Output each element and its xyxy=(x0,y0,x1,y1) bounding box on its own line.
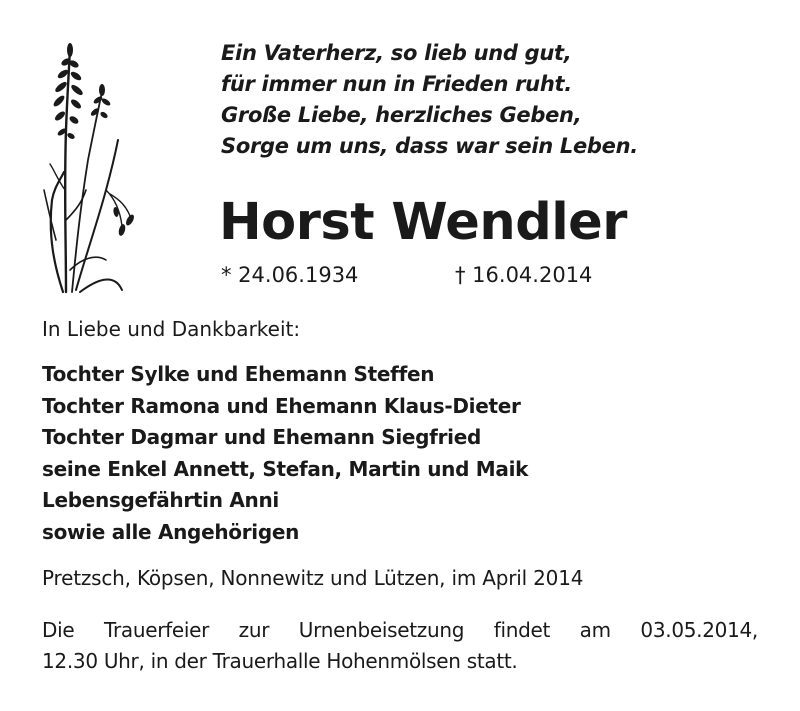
deceased-name: Horst Wendler xyxy=(219,193,627,252)
poem-line: Sorge um uns, dass war sein Leben. xyxy=(221,134,638,158)
mourner-entry: sowie alle Angehörigen xyxy=(42,519,300,544)
grass-plant-icon xyxy=(36,40,136,295)
mourner-entry: Tochter Sylke und Ehemann Steffen xyxy=(42,362,435,386)
place-and-date: Pretzsch, Köpsen, Nonnewitz und Lützen, im April 2014 xyxy=(42,566,584,590)
mourner-entry: Tochter Ramona und Ehemann Klaus-Dieter xyxy=(42,393,521,418)
birth-date: * 24.06.1934 xyxy=(221,263,359,287)
poem-line: für immer nun in Frieden ruht. xyxy=(221,72,572,96)
mourner-entry: Lebensgefährtin Anni xyxy=(42,488,279,512)
death-date: † 16.04.2014 xyxy=(455,263,593,287)
mourners-list xyxy=(42,359,528,548)
funeral-info-line: 12.30 Uhr, in der Trauerhalle Hohenmölsen statt. xyxy=(42,649,518,673)
mourner-entry: Tochter Dagmar und Ehemann Siegfried xyxy=(42,425,481,449)
poem xyxy=(221,38,781,162)
poem-line: Große Liebe, herzliches Geben, xyxy=(221,103,582,127)
intro-text: In Liebe und Dankbarkeit: xyxy=(42,317,301,341)
mourner-entry: seine Enkel Annett, Stefan, Martin und Maik xyxy=(42,456,529,481)
funeral-info xyxy=(42,615,758,677)
poem-line: Ein Vaterherz, so lieb und gut, xyxy=(221,41,572,65)
funeral-info-line: Die Trauerfeier zur Urnenbeisetzung findet am 03.05.2014, xyxy=(42,618,758,642)
